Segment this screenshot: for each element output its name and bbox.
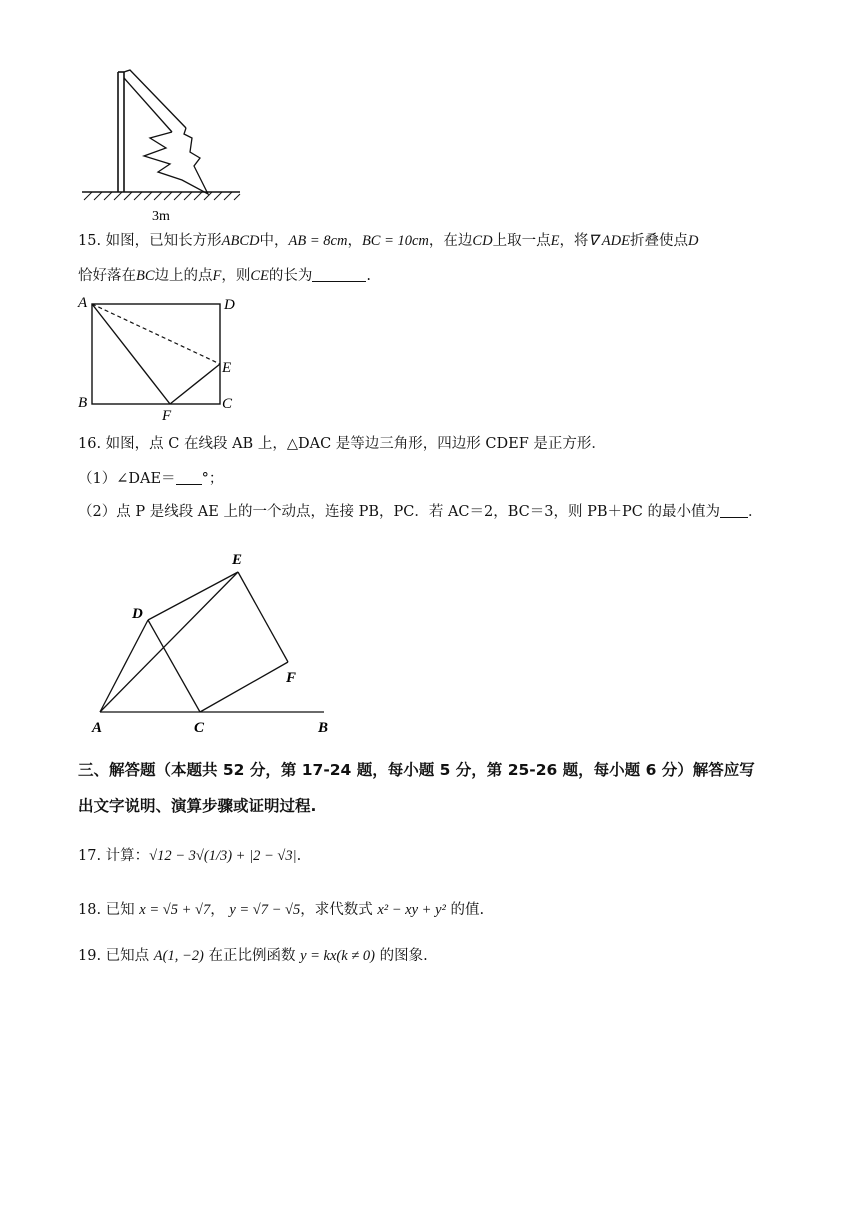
vertex-label-f: F [286, 670, 297, 686]
section3-heading-line2: 出文字说明、演算步骤或证明过程. [78, 797, 317, 815]
figure-broken-tree [74, 62, 254, 226]
vertex-label-d: D [132, 606, 143, 622]
vertex-label-b: B [78, 395, 88, 411]
section3-heading-line1: 三、解答题（本题共 52 分，第 17-24 题，每小题 5 分，第 25-26 题，每小题 6 分）解答应写 [78, 761, 755, 779]
q16-part2: （2）点 P 是线段 AE 上的一个动点，连接 PB，PC．若 AC＝2，BC＝3，则 PB＋PC 的最小值为 ． [78, 504, 763, 520]
q15-answer-blank [312, 267, 366, 282]
q17: 17. 计算：√12 − 3√(1/3) + |2 − √3|. [78, 848, 302, 864]
q16-line1: 16. 如图，点 C 在线段 AB 上，△DAC 是等边三角形，四边形 CDEF 是正方形． [78, 436, 606, 452]
q19-point: A(1, −2) [153, 948, 204, 964]
q19: 19. 已知点 A(1, −2) 在正比例函数 y = kx(k ≠ 0) 的图象. [78, 948, 428, 964]
vertex-label-a: A [78, 295, 88, 311]
q19-function: y = kx(k ≠ 0) [300, 948, 375, 964]
vertex-label-a: A [92, 720, 103, 736]
figure-rectangle-abcd [74, 292, 254, 424]
q18-y-value: y = √7 − √5 [229, 902, 301, 918]
vertex-label-f: F [162, 408, 172, 424]
figure-triangle-square [86, 544, 346, 740]
vertex-label-c: C [222, 396, 233, 412]
q15-line2: 恰好落在BC边上的点F，则CE的长为 . [78, 268, 372, 284]
q16-part1-blank [176, 470, 202, 485]
vertex-label-e: E [222, 360, 232, 376]
q18-x-value: x = √5 + √7 [139, 902, 211, 918]
q18: 18. 已知 x = √5 + √7， y = √7 − √5，求代数式 x² − xy + y² 的值. [78, 902, 485, 918]
q16-part2-blank [720, 503, 748, 518]
ground-distance-label: 3m [152, 209, 170, 224]
q15-line1: 15. 如图，已知长方形ABCD中，AB = 8cm，BC = 10cm，在边CD上取一点E，将∇ ADE折叠使点D [78, 233, 699, 249]
vertex-label-c: C [194, 720, 205, 736]
q18-expression: x² − xy + y² [377, 902, 446, 918]
q16-part1: （1）∠DAE＝ °； [78, 471, 224, 487]
q17-expression: √12 − 3√(1/3) + |2 − √3| [149, 848, 297, 864]
vertex-label-e: E [232, 552, 243, 568]
vertex-label-d: D [224, 297, 235, 313]
vertex-label-b: B [318, 720, 329, 736]
